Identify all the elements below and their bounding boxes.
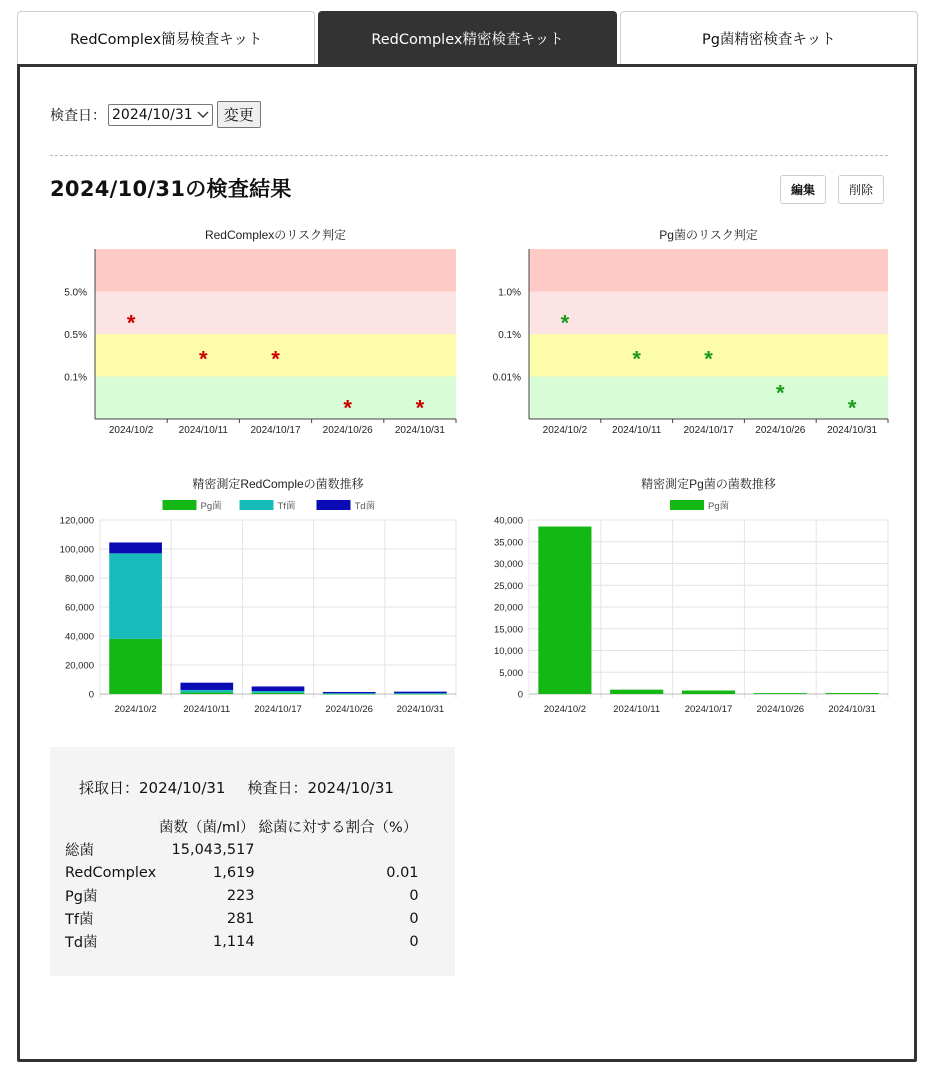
result-panel xyxy=(17,64,917,1062)
bar-segment xyxy=(109,553,162,639)
legend-label: Pg菌 xyxy=(200,501,222,512)
bar-segment xyxy=(394,693,447,694)
row-ratio: 0 xyxy=(409,887,419,904)
table-row xyxy=(65,930,419,953)
table-header xyxy=(65,815,419,838)
y-tick-label: 0.5% xyxy=(64,330,87,341)
risk-zone-band xyxy=(95,377,456,420)
y-tick-label: 80,000 xyxy=(64,573,94,585)
bar-segment xyxy=(180,693,233,694)
date-label: 検査日： xyxy=(50,107,106,124)
x-tick-label: 2024/10/2 xyxy=(543,704,587,715)
legend-label: Tf菌 xyxy=(277,501,296,512)
row-count: 1,619 xyxy=(213,864,255,881)
y-tick-label: 1.0% xyxy=(498,287,521,299)
row-name: Tf菌 xyxy=(65,912,94,928)
x-tick-label: 2024/10/2 xyxy=(542,425,588,436)
redcomplex-risk-chart xyxy=(20,222,465,442)
bar-segment xyxy=(252,686,305,691)
table-row xyxy=(65,884,419,907)
x-tick-label: 2024/10/11 xyxy=(612,425,662,436)
divider xyxy=(50,155,888,156)
y-tick-label: 20,000 xyxy=(493,602,523,614)
test-date: 検査日：2024/10/31 xyxy=(247,779,394,797)
asterisk-icon: * xyxy=(560,310,570,336)
y-tick-label: 30,000 xyxy=(493,559,523,570)
bar-segment xyxy=(538,527,591,694)
bar-segment xyxy=(323,693,376,694)
y-tick-label: 5.0% xyxy=(64,287,87,299)
legend-swatch xyxy=(670,500,704,510)
x-tick-label: 2024/10/17 xyxy=(254,704,302,715)
row-count: 1,114 xyxy=(213,933,255,950)
summary-table xyxy=(65,815,419,953)
bar-segment xyxy=(323,692,376,693)
col-ratio-header: 総菌に対する割合（%） xyxy=(258,820,418,836)
date-select[interactable] xyxy=(108,104,213,126)
tab-pg-precise[interactable]: Pg菌精密検査キット xyxy=(620,11,918,65)
x-tick-label: 2024/10/31 xyxy=(827,425,878,436)
asterisk-icon: * xyxy=(415,395,425,421)
change-button[interactable]: 変更 xyxy=(217,101,261,128)
risk-zone-band xyxy=(529,377,888,420)
y-tick-label: 35,000 xyxy=(493,537,523,549)
col-count-header: 菌数（菌/ml） xyxy=(159,820,255,836)
row-name: Td菌 xyxy=(65,935,98,951)
row-ratio xyxy=(255,838,419,861)
asterisk-icon: * xyxy=(126,310,136,336)
asterisk-icon: * xyxy=(632,346,641,372)
selected-date: 2024/10/31 xyxy=(112,106,193,123)
x-tick-label: 2024/10/31 xyxy=(396,704,445,715)
table-row xyxy=(65,838,419,861)
table-row xyxy=(65,907,419,930)
bar-segment xyxy=(252,693,305,694)
legend-swatch xyxy=(240,500,274,510)
row-name: Pg菌 xyxy=(65,889,98,905)
bar-segment xyxy=(610,690,663,694)
kit-tabs xyxy=(17,11,918,65)
bar-segment xyxy=(754,693,807,694)
x-tick-label: 2024/10/17 xyxy=(250,425,301,436)
row-count: 281 xyxy=(226,910,255,927)
chart-title: 精密測定Pg菌の菌数推移 xyxy=(641,477,776,491)
x-tick-label: 2024/10/2 xyxy=(108,425,154,436)
pg-risk-chart xyxy=(465,222,895,442)
x-tick-label: 2024/10/26 xyxy=(755,425,806,436)
bar-segment xyxy=(252,691,305,693)
legend-label: Td菌 xyxy=(354,501,376,512)
bar-segment xyxy=(394,692,447,694)
edit-button[interactable]: 編集 xyxy=(780,175,826,204)
row-count: 223 xyxy=(226,887,255,904)
row-count: 15,043,517 xyxy=(171,841,255,858)
asterisk-icon: * xyxy=(343,395,352,421)
x-tick-label: 2024/10/11 xyxy=(178,425,228,436)
tab-redcomplex-simple[interactable]: RedComplex簡易検査キット xyxy=(17,11,315,65)
y-tick-label: 5,000 xyxy=(499,667,523,679)
y-tick-label: 10,000 xyxy=(493,646,523,657)
x-tick-label: 2024/10/11 xyxy=(183,704,231,715)
row-ratio: 0 xyxy=(409,933,419,950)
row-ratio: 0 xyxy=(409,910,419,927)
risk-zone-band xyxy=(529,292,888,335)
x-tick-label: 2024/10/17 xyxy=(684,704,733,715)
y-tick-label: 0.01% xyxy=(492,372,521,384)
y-tick-label: 25,000 xyxy=(493,580,523,592)
x-tick-label: 2024/10/31 xyxy=(828,704,876,715)
y-tick-label: 100,000 xyxy=(59,544,94,556)
page-title: 2024/10/31の検査結果 xyxy=(50,177,292,201)
asterisk-icon: * xyxy=(847,395,857,421)
y-tick-label: 40,000 xyxy=(493,515,523,527)
asterisk-icon: * xyxy=(704,346,713,372)
row-ratio: 0.01 xyxy=(386,864,419,881)
chart-title: 精密測定RedCompleの菌数推移 xyxy=(192,477,364,491)
y-tick-label: 0.1% xyxy=(498,330,521,341)
x-tick-label: 2024/10/11 xyxy=(613,704,661,715)
delete-button[interactable]: 削除 xyxy=(838,175,884,204)
chart-title: RedComplexのリスク判定 xyxy=(204,228,347,242)
x-tick-label: 2024/10/26 xyxy=(322,425,373,436)
asterisk-icon: * xyxy=(776,380,785,406)
risk-zone-band xyxy=(95,292,456,335)
y-tick-label: 20,000 xyxy=(64,660,94,672)
bar-segment xyxy=(180,690,233,693)
chevron-down-icon xyxy=(197,111,209,119)
pg-count-chart xyxy=(465,472,895,722)
collect-date: 採取日：2024/10/31 xyxy=(79,779,226,797)
x-tick-label: 2024/10/26 xyxy=(325,704,373,715)
y-tick-label: 0 xyxy=(88,689,94,701)
row-name: 総菌 xyxy=(65,843,94,859)
y-tick-label: 120,000 xyxy=(59,515,94,527)
summary-dates xyxy=(79,777,394,798)
x-tick-label: 2024/10/26 xyxy=(756,704,805,715)
table-row xyxy=(65,861,419,884)
y-tick-label: 40,000 xyxy=(64,631,94,643)
x-tick-label: 2024/10/2 xyxy=(114,704,157,715)
legend-swatch xyxy=(163,500,197,510)
risk-zone-band xyxy=(529,249,888,292)
summary-box xyxy=(50,747,455,976)
legend-swatch xyxy=(317,500,351,510)
y-tick-label: 0.1% xyxy=(64,372,87,384)
y-tick-label: 15,000 xyxy=(493,624,523,636)
row-name: RedComplex xyxy=(65,864,157,881)
asterisk-icon: * xyxy=(199,346,208,372)
tab-redcomplex-precise[interactable]: RedComplex精密検査キット xyxy=(318,11,616,65)
bar-segment xyxy=(180,683,233,690)
risk-zone-band xyxy=(95,249,456,292)
x-tick-label: 2024/10/17 xyxy=(683,425,734,436)
bar-segment xyxy=(682,691,735,694)
asterisk-icon: * xyxy=(271,346,280,372)
chart-title: Pg菌のリスク判定 xyxy=(659,228,758,242)
y-tick-label: 0 xyxy=(517,689,523,701)
bar-segment xyxy=(109,639,162,694)
date-selector-row xyxy=(50,101,261,128)
redcomplex-count-chart xyxy=(20,472,465,722)
bar-segment xyxy=(826,693,879,694)
x-tick-label: 2024/10/31 xyxy=(394,425,445,436)
bar-segment xyxy=(109,542,162,553)
y-tick-label: 60,000 xyxy=(64,602,94,614)
legend-label: Pg菌 xyxy=(708,501,730,512)
